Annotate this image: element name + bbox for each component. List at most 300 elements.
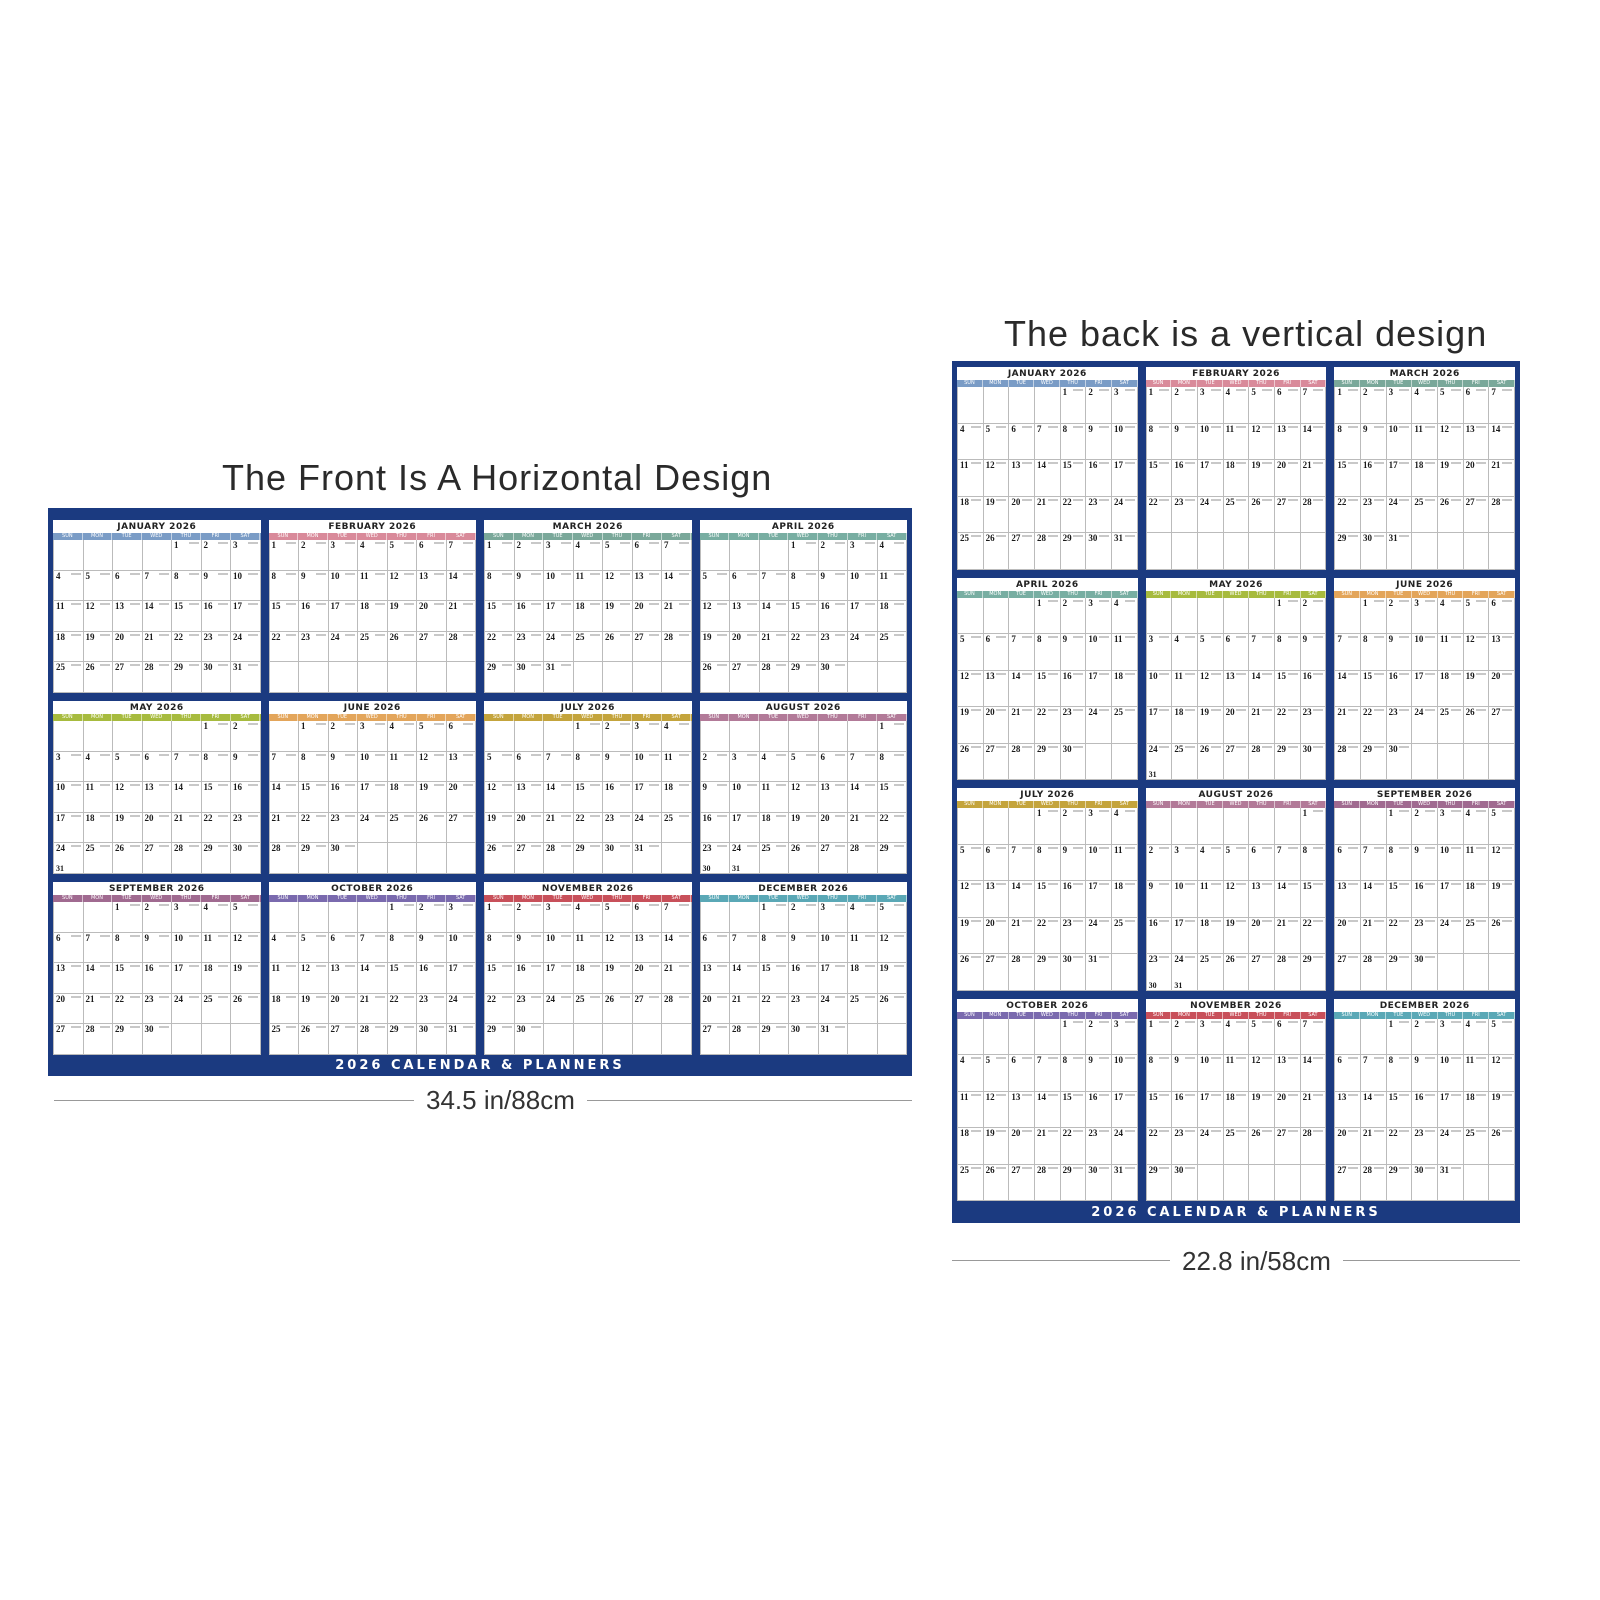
day-count-text [894,634,904,636]
weekday-header [1334,801,1515,808]
day-cell [299,540,329,571]
day-count-text [1236,746,1246,748]
day-cell [701,994,731,1025]
day-number: 25 [1225,1128,1235,1138]
weekday-label: TUE [1197,380,1223,387]
front-footer-banner: 2026 CALENDAR & PLANNERS [335,1058,625,1073]
day-count-text [1451,462,1461,464]
day-count-text [1159,389,1169,391]
day-cell [1224,808,1250,845]
day-cell [958,881,984,918]
day-count-text [1399,810,1409,812]
weekday-label: THU [1438,1012,1464,1019]
day-cell [1387,954,1413,991]
day-cell [1361,424,1387,461]
day-cell [1086,497,1112,534]
day-count-text [463,1026,473,1028]
day-number: 23 [1062,707,1072,717]
weekday-label: TUE [759,714,789,721]
day-number: 16 [516,601,526,612]
day-count-text [1288,1130,1298,1132]
day-cell [388,540,418,571]
day-number: 12 [960,881,969,891]
day-number: 19 [85,631,95,642]
day-cell [958,1165,984,1202]
day-cell [1335,881,1361,918]
day-count-text [159,1026,169,1028]
weekday-header [1146,380,1327,387]
day-count-text [649,542,659,544]
day-cell [1061,918,1087,955]
day-count-text [286,996,296,998]
day-number: 27 [985,743,995,754]
day-number: 25 [664,812,673,823]
day-number: 6 [702,932,707,943]
day-cell [1249,460,1275,497]
day-number: 21 [144,631,154,642]
day-number: 14 [1362,881,1372,891]
day-number: 28 [1011,954,1021,964]
weekday-label: WED [573,714,603,721]
day-cell [1412,671,1438,708]
weekday-label: SAT [662,895,692,902]
day-number: 4 [575,902,580,912]
day-cell [113,782,143,813]
front-dimension-label: 34.5 in/88cm [414,1085,587,1116]
day-number: 30 [330,843,340,854]
day-number: 9 [791,932,796,943]
day-count-text [1399,389,1409,391]
day-count-text [375,815,385,817]
weekday-label: SUN [1334,591,1360,598]
day-cell [1438,881,1464,918]
day-cell [270,571,300,602]
day-cell [299,752,329,783]
day-cell [1035,1019,1061,1056]
day-cell [1361,918,1387,955]
day-cell [202,721,232,752]
month-title: APRIL 2026 [1015,579,1079,590]
day-number: 26 [419,812,428,823]
day-number: 21 [1011,917,1021,928]
day-number: 26 [1251,496,1261,507]
day-cell [984,671,1010,708]
day-number: 2 [1148,844,1154,855]
day-count-text [1451,426,1461,428]
day-count-text [375,754,385,756]
day-count-text [1125,499,1135,501]
day-cell [1035,1128,1061,1165]
day-number: 14 [1302,423,1312,434]
day-number: 6 [732,570,737,581]
weekday-label: SUN [484,533,514,540]
day-cell [417,752,447,783]
day-cell [231,933,261,964]
day-cell [1086,424,1112,461]
day-count-text [590,754,600,756]
day-number: 26 [985,1164,995,1175]
day-count-text [717,1026,727,1028]
day-cell [1035,881,1061,918]
day-number: 3 [820,902,825,912]
day-number: 9 [605,751,610,762]
day-cell [1061,808,1087,845]
day-number: 19 [419,782,428,793]
day-count-text [1502,1057,1512,1059]
day-count-text [1374,462,1384,464]
day-count-text [1476,709,1486,711]
day-number: 29 [174,662,183,673]
day-cell [113,994,143,1025]
day-cell [1438,707,1464,744]
day-cell [1464,598,1490,635]
day-number: 6 [820,751,825,762]
day-cell [1249,598,1275,635]
day-number: 17 [1388,460,1398,470]
day-number: 9 [233,751,238,762]
day-number: 17 [1113,1091,1123,1102]
day-cell [1301,1019,1327,1056]
day-grid [1146,598,1327,781]
day-number: 11 [960,1091,969,1102]
day-cell [1249,424,1275,461]
day-number: 20 [1276,1091,1286,1102]
day-cell [574,843,604,874]
day-number: 24 [233,631,242,642]
day-number: 1 [1036,597,1042,608]
day-number: 29 [1388,1164,1398,1175]
weekday-label: SUN [269,533,299,540]
day-cell [1172,460,1198,497]
day-grid [1334,598,1515,781]
day-number: 15 [1148,460,1158,470]
day-count-text [1374,847,1384,849]
day-number: 11 [761,782,771,793]
day-number: 12 [301,963,310,974]
day-count-text [1185,499,1195,501]
day-cell [730,843,760,874]
day-number: 16 [1148,917,1158,928]
day-count-text [747,815,757,817]
day-number: 7 [360,932,365,943]
day-count-text [1451,709,1461,711]
day-count-text [649,784,659,786]
day-cell [113,963,143,994]
day-cell [1489,707,1515,744]
day-count-text [1476,600,1486,602]
day-cell [1275,1055,1301,1092]
day-cell [1009,881,1035,918]
day-number: 2 [1062,808,1068,818]
day-count-text [502,573,512,575]
weekday-label: SAT [877,533,907,540]
day-number: 29 [1337,533,1347,543]
day-cell [1009,598,1035,635]
day-cell [1361,533,1387,570]
day-number: 8 [1388,1055,1394,1065]
day-cell [1335,1092,1361,1129]
day-count-text [1073,709,1083,711]
day-number: 18 [271,993,281,1004]
day-cell [1147,918,1173,955]
day-cell [417,571,447,602]
day-cell [789,632,819,663]
day-number: 14 [1302,1055,1312,1065]
day-number: 18 [850,963,859,974]
day-count-text [561,603,571,605]
day-number: 29 [487,1024,496,1035]
day-number: 10 [1199,423,1209,434]
day-count-text [316,1026,326,1028]
day-cell [1147,387,1173,424]
day-count-text [620,573,630,575]
day-cell [984,533,1010,570]
day-number: 19 [301,993,310,1004]
day-number: 29 [1362,743,1372,754]
day-cell [1489,533,1515,570]
day-count-text [1288,746,1298,748]
day-cell [848,752,878,783]
weekday-label: WED [1412,801,1438,808]
day-count-text [835,603,845,605]
day-count-text [463,754,473,756]
day-cell [878,1024,908,1055]
day-number: 6 [56,932,61,943]
day-count-text [835,965,845,967]
day-number: 5 [1251,387,1256,397]
day-number: 4 [1113,808,1119,818]
day-number: 18 [360,601,369,612]
day-cell [1112,1128,1138,1165]
day-number: 22 [1362,707,1372,717]
day-cell [54,933,84,964]
day-cell [1301,634,1327,671]
day-cell [1489,387,1515,424]
day-number: 13 [1251,881,1261,891]
day-count-text [679,784,689,786]
day-count-text [971,499,981,501]
day-count-text [218,845,228,847]
day-cell [1249,497,1275,534]
day-number: 5 [985,423,991,434]
day-count-text [1185,1057,1195,1059]
weekday-label: MON [729,533,759,540]
weekday-label: FRI [201,714,231,721]
day-number: 13 [1011,1091,1021,1102]
day-cell [1035,497,1061,534]
day-count-text [1159,746,1169,748]
day-cell [574,782,604,813]
day-count-text [865,815,875,817]
day-cell [1387,744,1413,781]
day-cell [1464,881,1490,918]
day-cell [1249,533,1275,570]
day-cell [1412,497,1438,534]
day-number: 17 [360,782,369,793]
weekday-label: TUE [543,533,573,540]
day-number: 24 [1113,496,1123,507]
day-number: 30 [820,662,830,673]
day-count-text [1502,920,1512,922]
day-cell [1361,845,1387,882]
day-count-text [1348,499,1358,501]
day-count-text [345,634,355,636]
day-cell [329,902,359,933]
day-cell [819,601,849,632]
day-count-text [894,815,904,817]
day-number: 14 [1491,423,1501,434]
weekday-header [957,1012,1138,1019]
weekday-label: MON [983,1012,1009,1019]
day-number: 29 [115,1024,124,1035]
day-number: 10 [1088,634,1098,644]
day-number: 8 [115,932,120,943]
day-number: 31 [634,843,644,854]
day-cell [113,752,143,783]
day-number: 26 [115,843,124,854]
day-cell [1061,424,1087,461]
day-number: 16 [1062,670,1072,681]
day-cell [1387,1128,1413,1165]
day-number: 28 [1337,743,1347,754]
day-count-text [835,815,845,817]
day-number: 7 [1362,844,1368,855]
day-count-text [679,634,689,636]
day-count-text [71,603,81,605]
day-number: 16 [1174,1091,1184,1102]
day-cell [789,601,819,632]
day-number: 28 [664,993,673,1004]
day-cell [1301,1165,1327,1202]
day-cell [1464,808,1490,845]
day-cell [202,782,232,813]
weekday-label: THU [1438,801,1464,808]
day-number: 27 [634,993,644,1004]
weekday-label: TUE [112,895,142,902]
day-number: 17 [732,812,741,823]
day-cell [1301,460,1327,497]
day-cell [1275,497,1301,534]
day-number: 20 [634,601,644,612]
day-cell [603,843,633,874]
day-number: 11 [1174,670,1183,681]
day-cell [603,632,633,663]
day-count-text [531,935,541,937]
day-number: 12 [419,751,428,762]
day-number: 21 [360,993,369,1004]
day-number: 22 [203,812,213,823]
day-cell [84,721,114,752]
day-count-text [1374,1167,1384,1169]
day-cell [1387,881,1413,918]
day-cell [143,933,173,964]
day-cell [1061,1055,1087,1092]
day-count-text [865,784,875,786]
day-cell [1009,634,1035,671]
day-number: 30 [1414,1164,1424,1175]
day-number: 30 [1388,743,1398,754]
day-number: 7 [271,751,276,762]
day-cell [270,994,300,1025]
day-count-text [971,1094,981,1096]
day-number: 11 [1439,634,1449,644]
day-number: 13 [1011,460,1021,470]
day-count-text [434,965,444,967]
day-cell [1198,533,1224,570]
day-number: 12 [115,782,124,793]
day-number: 24 [1199,1128,1209,1138]
day-number: 24 [174,993,183,1004]
day-count-text [649,904,659,906]
day-cell [848,843,878,874]
day-count-text [531,1026,541,1028]
day-cell [1361,707,1387,744]
day-cell [299,662,329,693]
day-cell [878,843,908,874]
day-number: 18 [203,963,213,974]
weekday-label: WED [1412,1012,1438,1019]
day-number: 30 [1088,1164,1098,1175]
day-cell [1061,954,1087,991]
day-number: 29 [1276,743,1286,754]
day-cell [358,571,388,602]
day-cell [1198,1055,1224,1092]
day-cell [515,721,545,752]
day-cell [1147,1092,1173,1129]
day-count-text [1502,1021,1512,1023]
weekday-label: WED [142,533,172,540]
month-title: AUGUST 2026 [765,703,841,713]
day-number: 21 [1337,707,1347,717]
day-cell [1438,744,1464,781]
day-number: 3 [1439,808,1445,818]
day-count-text [1125,389,1135,391]
day-count-text [996,673,1006,675]
day-cell [1361,1165,1387,1202]
day-count-text [531,784,541,786]
day-cell [662,1024,692,1055]
day-cell [299,632,329,663]
weekday-label: TUE [543,714,573,721]
day-number: 5 [115,751,120,762]
day-number: 25 [761,843,771,854]
month-calendar [957,788,1138,991]
day-number: 22 [1148,1128,1158,1138]
day-number: 31 [1148,770,1157,779]
day-number: 27 [1011,1164,1021,1175]
day-count-text [620,904,630,906]
day-cell [848,902,878,933]
weekday-label: WED [788,895,818,902]
day-number: 25 [575,631,585,642]
day-count-text [806,1026,816,1028]
day-count-text [1425,1130,1435,1132]
day-cell [984,845,1010,882]
weekday-header [1146,801,1327,808]
weekday-label: FRI [417,895,447,902]
day-number: 13 [144,782,154,793]
day-count-text [1451,673,1461,675]
day-cell [603,752,633,783]
day-number: 21 [1036,496,1046,507]
weekday-label: SAT [1489,591,1515,598]
day-cell [1387,460,1413,497]
day-number: 9 [1088,423,1093,434]
day-count-text [71,1026,81,1028]
day-cell [447,752,477,783]
day-number: 10 [546,570,555,581]
day-cell [1361,1055,1387,1092]
